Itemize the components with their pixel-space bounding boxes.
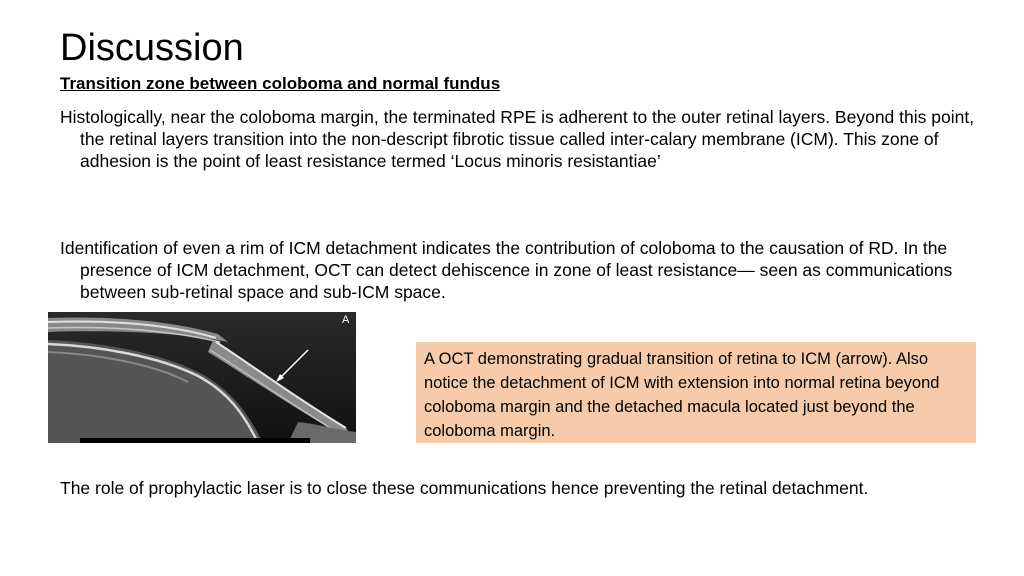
panel-label: A [342,314,350,326]
oct-image [48,312,356,443]
paragraph-icm-detachment: Identification of even a rim of ICM detachment indicates the contribution of coloboma to the causation of RD. In the presence of ICM detachment, OCT can detect dehiscence in zone of least resistance— seen as communications between sub-retinal space and sub-ICM space. [60,238,953,302]
slide-title: Discussion [60,27,244,69]
figure-caption: A OCT demonstrating gradual transition of retina to ICM (arrow). Also notice the detachment of ICM with extension into normal retina beyond coloboma margin and the detached macula located just beyond the coloboma margin. [416,342,976,443]
paragraph-prophylactic-laser: The role of prophylactic laser is to close these communications hence preventing the retinal detachment. [60,478,869,498]
slide-subtitle: Transition zone between coloboma and normal fundus [60,74,501,93]
paragraph-histology: Histologically, near the coloboma margin, the terminated RPE is adherent to the outer retinal layers. Beyond this point, the retinal layers transition into the non-descript fibrotic tissue called inter-calary membrane (ICM). This zone of adhesion is the point of least resistance termed ‘Locus minoris resistantiae’ [60,107,975,171]
